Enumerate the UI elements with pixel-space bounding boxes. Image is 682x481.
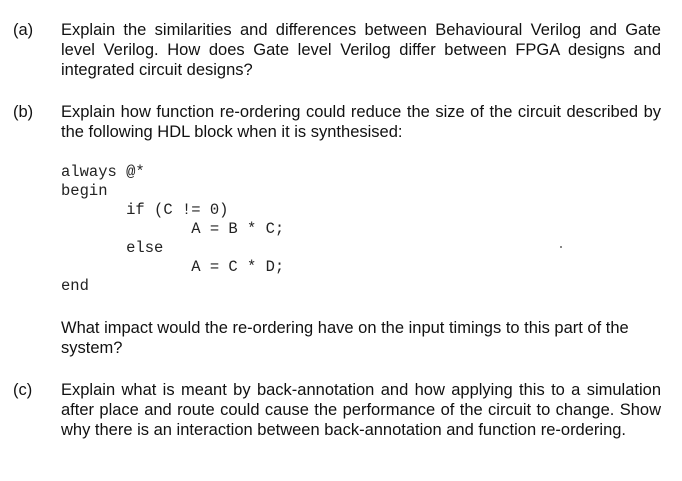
code-line-5: else (61, 239, 164, 257)
code-line-2: begin (61, 182, 108, 200)
code-line-3: if (C != 0) (61, 201, 229, 219)
part-a-label: (a) (13, 21, 34, 39)
part-b-text: Explain how function re-ordering could reduce the size of the circuit described by the following HDL block when it is synthesised: (61, 103, 661, 141)
code-line-4: A = B * C; (61, 220, 285, 238)
part-c-label: (c) (13, 381, 33, 399)
part-b-followup: What impact would the re-ordering have on the input timings to this part of the system? (61, 319, 629, 357)
code-line-6: A = C * D; (61, 258, 285, 276)
part-b-label: (b) (13, 103, 34, 121)
stray-mark (560, 246, 562, 248)
part-a-text: Explain the similarities and differences between Behavioural Verilog and Gate level Verilog. How does Gate level Verilog differ between FPGA designs and integrated circuit designs? (61, 21, 661, 79)
part-c-text: Explain what is meant by back-annotation and how applying this to a simulation after place and route could cause the performance of the circuit to change. Show why there is an interaction between back-annotation and function re-ordering. (61, 381, 661, 439)
code-line-7: end (61, 277, 89, 295)
hdl-code-block (61, 163, 284, 296)
code-line-1: always @* (61, 163, 145, 181)
